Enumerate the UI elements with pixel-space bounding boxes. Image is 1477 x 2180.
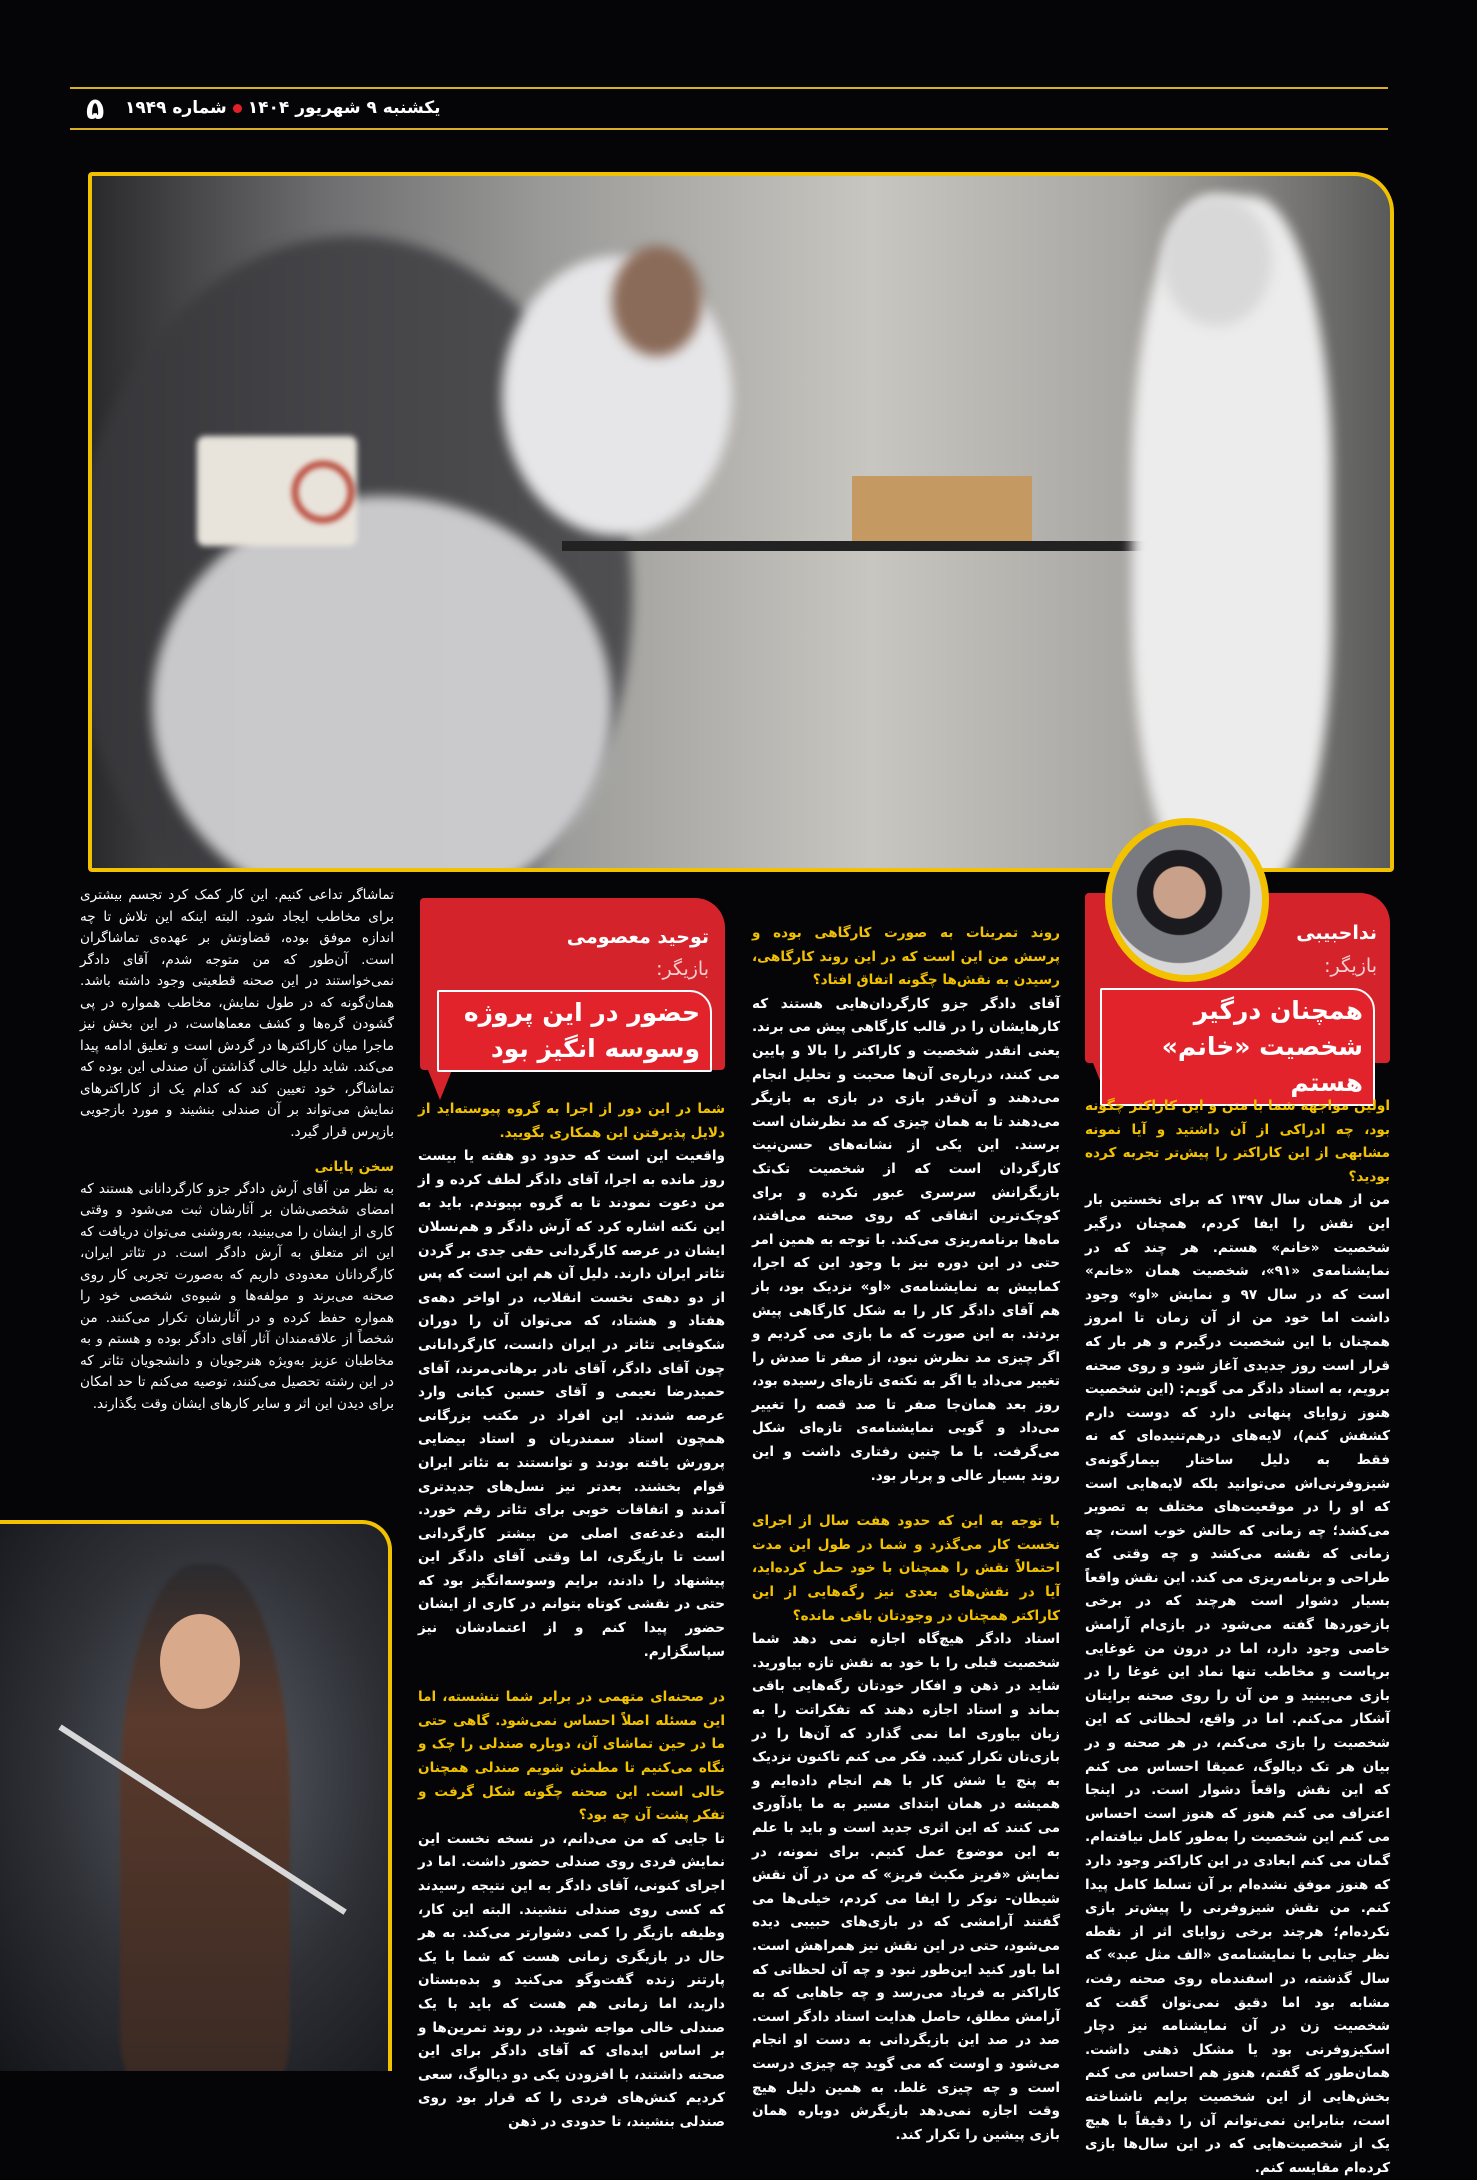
top-rule [70, 87, 1388, 89]
question: اولین مواجهه شما با متن و این کاراکتر چگونه بود، چه ادراکی از آن داشتید و آیا نمونه مشابهی از این کاراکتر را پیش‌تر تجربه کرده بودید؟ [1085, 1098, 1390, 1185]
question: با توجه به این که حدود هفت سال از اجرای نخست کار می‌گذرد و شما در طول این مدت احتمالاً نقش را همچنان با خود حمل کرده‌اید، آیا در نقش‌های بعدی نیز رگه‌هایی از این کاراکتر همچنان در وجودتان باقی مانده؟ [752, 1513, 1060, 1624]
interviewee-role: بازیگر: [656, 958, 709, 980]
interview-1-headline: همچنان درگیر شخصیت «خانم» هستم [1100, 988, 1375, 1106]
cardboard-box [852, 476, 1032, 541]
question: در صحنه‌ای متهمی در برابر شما ننشسته، اما این مسئله اصلاً احساس نمی‌شود. گاهی حتی ما در حین تماشای آن، دوباره صندلی را چک و نگاه می‌کنیم تا مطمئن شویم صندلی همچنان خالی است. این صحنه چگونه شکل گرفت و تفکر پشت آن چه بود؟ [418, 1689, 725, 1824]
radio-prop [197, 436, 357, 546]
answer: استاد دادگر هیچ‌گاه اجازه نمی دهد شما شخصیت قبلی را با خود به نقش تازه بیاورید. شاید در ذهن و افکار خودتان رگه‌هایی باقی بماند و استاد اجازه دهند که تفکراتت را به زبان بیاوری اما نمی گذارد که آن‌ها را در بازی‌تان تکرار کنید. فکر می کنم تاکنون نزدیک به پنج یا شش کار با هم انجام داده‌ایم و همیشه در همان ابتدای مسیر به ما یادآوری می کنند که این اثری جدید است و باید با علم به این موضوع عمل کنیم. برای نمونه، در نمایش «فریز مکبث فریز» که من در آن نقش شیطان- نوکر را ایفا می کردم، خیلی‌ها می گفتند آرامشی که در بازی‌های حبیبی دیده می‌شود، حتی در این نقش نیز همراهش است. اما باور کنید این‌طور نبود و چه آن لحظاتی که کاراکتر به فریاد می‌رسد و چه جاهایی که به آرامش مطلق، حاصل هدایت استاد دادگر است. صد در صد این بازیگردانی به دست او انجام می‌شود و اوست که می گوید چه چیزی درست است و چه چیزی غلط. به همین دلیل هیچ وقت اجازه نمی‌دهد بازیگرش دوباره همان بازی پیشین را تکرار کند. [752, 1631, 1060, 2143]
interviewee-role: بازیگر: [1324, 955, 1377, 977]
separator-dot [233, 104, 242, 113]
date-label: یکشنبه ۹ شهریور ۱۴۰۴ [247, 98, 441, 118]
answer: من از همان سال ۱۳۹۷ که برای نخستین بار این نقش را ایفا کردم، همچنان درگیر شخصیت «خانم» هستم. هر چند که در نمایشنامه‌ی «۹۱»، شخصیت همان «خانم» است که در سال ۹۷ و نمایش «او» وجود داشت اما خود من از آن زمان تا امروز همچنان با این شخصیت درگیرم و هر بار که قرار است روز جدیدی آغاز شود و روی صحنه برویم، به استاد دادگر می گویم: (این شخصیت هنوز زوایای پنهانی دارد که دوست دارم کشفش کنم)، لایه‌های درهم‌تنیده‌ای که نه فقط به دلیل ساختار بیمارگونه‌ی شیزوفرنی‌اش می‌توانید بلکه لایه‌هایی است که او را در موقعیت‌های مختلف به تصویر می‌کشد؛ چه زمانی که حالش خوب است، چه زمانی که نقشه می‌کشد و چه وقتی که طراحی و برنامه‌ریزی می کند. این نقش واقعاً بسیار دشوار است هرچند که در برخی بازخوردها گفته می‌شود در بازی‌ام آرامش خاصی وجود دارد، اما در درون من غوغایی برپاست و مخاطب تنها نماد این غوغا را در بازی می‌بینید و من آن را روی صحنه برایتان آشکار می‌کنم. اما در واقع، لحظاتی که این شخصیت را بازی می‌کنم، در هر صحنه و در بیان هر تک دیالوگ، عمیقا احساس می کنم که این نقش واقعاً دشوار است. در اینجا اعتراف می کنم هنوز که هنوز است احساس می کنم این شخصیت را به‌طور کامل نیافته‌ام. گمان می کنم ابعادی در این کاراکتر وجود دارد که هنوز موفق نشده‌ام بر آن تسلط کامل پیدا کنم. من نقش شیزوفرنی را پیش‌تر بازی نکرده‌ام؛ هرچند برخی زوایای اثر از نقطه نظر جنایی با نمایشنامه‌ی «الف مثل عبد» که سال گذشته، در اسفندماه روی صحنه رفت، مشابه بود اما دقیق نمی‌توان گفت که شخصیت زن در آن نمایشنامه نیز دچار اسکیزوفرنی بود یا مشکل ذهنی داشت. همان‌طور که گفتم، هنوز هم احساس می کنم بخش‌هایی از این شخصیت برایم ناشناخته است، بنابراین نمی‌توانم آن را دقیقاً با هیچ یک از شخصیت‌هایی که در این سال‌ها بازی کرده‌ام مقایسه کنم. [1085, 1192, 1391, 2176]
question: شما در این دور از اجرا به گروه پیوسته‌اید از دلایل پذیرفتن این همکاری بگویید. [418, 1101, 725, 1141]
actress-face [160, 1614, 240, 1709]
answer: به نظر من آقای آرش دادگر جزو کارگردانانی هستند که امضای شخصی‌شان بر آثارشان ثبت می‌شود و وقتی کاری از ایشان را می‌بینید، به‌روشنی می‌توان دریافت که این اثر متعلق به آرش دادگر است. در تئاتر ایران، کارگردانان معدودی داریم که به‌صورت تجربی کار روی صحنه می‌برند و مولفه‌ها و شیوه‌ی شخصی خود را همواره حفظ کرده و در آثارشان تکرار می‌کنند. من شخصاً از علاقه‌مندان آثار آقای دادگر بوده و هستم و به مخاطبان عزیز به‌ویژه هنرجویان و دانشجویان تئاتر که در این رشته تحصیل می‌کنند، توصیه می‌کنم تا حد امکان برای دیدن این اثر و سایر کارهای ایشان وقت بگذارند. [80, 1180, 394, 1412]
column-2 [752, 922, 1060, 2147]
column-4 [80, 885, 394, 1415]
actor-head [612, 246, 702, 356]
column-1 [1085, 1095, 1390, 2180]
interviewee-name: نداحبیبی [1296, 922, 1377, 944]
interviewee-name: توحید معصومی [566, 926, 709, 948]
answer: واقعیت این است که حدود دو هفته یا بیست روز مانده به اجرا، آقای دادگر لطف کرده و از من دعوت نمودند تا به گروه بپیوندم. باید به این نکته اشاره کرد که آرش دادگر و هم‌نسلان ایشان در عرصه کارگردانی حقی جدی بر گردن تئاتر ایران دارند. دلیل آن هم این است که پس از دو دهه‌ی نخست انقلاب، در اواخر دهه‌ی هفتاد و هشتاد، که می‌توان آن را دوران شکوفایی تئاتر در ایران دانست، کارگردانانی چون آقای دادگر، آقای نادر برهانی‌مرند، آقای حمیدرضا نعیمی و آقای حسین کیانی وارد عرصه شدند. این افراد در مکتب بزرگانی همچون استاد سمندریان و استاد بیضایی پرورش یافته بودند و توانستند به تئاتر ایران قوام بخشند. بعدتر نیز نسل‌های جدیدتری آمدند و اتفاقات خوبی برای تئاتر رقم خورد. البته دغدغه‌ی اصلی من بیشتر کارگردانی است تا بازیگری، اما وقتی آقای دادگر این پیشنهاد را دادند، برایم وسوسه‌انگیز بود که حتی در نقشی کوتاه بتوانم در کاری از ایشان حضور پیدا کنم و از اعتمادشان نیز سپاسگزارم. [418, 1148, 725, 1660]
interview-2-headline: حضور در این پروژه وسوسه انگیز بود [437, 990, 712, 1072]
actress-headscarf [1162, 196, 1272, 326]
page-number: ۵ [86, 92, 105, 127]
answer: تماشاگر تداعی کنیم. این کار کمک کرد تجسم بیشتری برای مخاطب ایجاد شود. البته اینکه این تلاش تا چه اندازه موفق بوده، قضاوتش بر عهده‌ی تماشاگران است. آن‌طور که من متوجه شدم، آقای دادگر نمی‌خواستند در این صحنه قطعیتی وجود داشته باشد. همان‌گونه که در طول نمایش، مخاطب همواره در پی گشودن گره‌ها و کشف معماهاست، در این بخش نیز ماجرا میان کاراکترها در گردش است و تعلیق ادامه پیدا می‌کند. شاید دلیل خالی گذاشتن آن صندلی این بوده که تماشاگر، خود تعیین کند که کدام یک از کاراکترهای نمایش می‌تواند بر آن صندلی بنشیند و مورد بازجویی بازپرس قرار گیرد. [80, 887, 394, 1140]
answer: آقای دادگر جزو کارگردان‌هایی هستند که کارهایشان را در قالب کارگاهی پیش می برند. یعنی انقدر شخصیت و کاراکتر را بالا و پایین می کنند، درباره‌ی آن‌ها صحبت و تحلیل انجام می‌دهند و آن‌قدر بازی در بازی به بازیگر می‌دهند تا به همان چیزی که مد نظرشان است برسند. این یکی از نشانه‌های حسن‌نیت کارگردان است که از شخصیت تک‌تک بازیگرانش سرسری عبور نکرده و برای کوچک‌ترین اتفاقی که روی صحنه می‌افتد، ماه‌ها برنامه‌ریزی می‌کند. با توجه به همین امر حتی در این دوره نیز با وجود این که اجرا، کمابیش به نمایشنامه‌ی «او» نزدیک بود، باز هم آقای دادگر کار را به شکل کارگاهی پیش بردند. به این صورت که ما بازی می کردیم و اگر چیزی مد نظرش نبود، از صفر تا صدش را تغییر می‌داد یا اگر به نکته‌ی تازه‌ای رسیده بود، روز بعد همان‌جا صفر تا صد قصه را تغییر می‌داد و گویی نمایشنامه‌ی تازه‌ای شکل می‌گرفت. با ما چنین رفتاری داشت و این روند بسیار عالی و پربار بود. [752, 995, 1060, 1484]
actress-photo [0, 1520, 392, 2071]
issue-number: شماره ۱۹۴۹ [125, 98, 227, 118]
main-stage-photo [88, 172, 1394, 872]
section-heading: سخن پایانی [314, 1159, 394, 1175]
header-rule [70, 128, 1388, 130]
neda-habibi-avatar [1105, 818, 1269, 982]
answer: تا جایی که من می‌دانم، در نسخه نخست این نمایش فردی روی صندلی حضور داشت. اما در اجرای کنونی، آقای دادگر به این نتیجه رسیدند که کسی روی صندلی ننشیند. البته این کار، وظیفه بازیگر را کمی دشوارتر می‌کند. به هر حال در بازیگری زمانی هست که شما با یک پارتنر زنده گفت‌وگو می‌کنید و بده‌بستان دارید، اما زمانی هم هست که باید با یک صندلی خالی مواجه شوید. در روند تمرین‌ها و بر اساس ایده‌ای که آقای دادگر برای این صحنه داشتند، با افزودن یکی دو دیالوگ، سعی کردیم کنش‌های فردی را که قرار بود روی صندلی بنشیند، تا حدودی در ذهن [418, 1830, 725, 2130]
issue-header [125, 98, 441, 118]
question: روند تمرینات به صورت کارگاهی بوده و پرسش من این است که در این روند کارگاهی، رسیدن به نقش‌ها چگونه اتفاق افتاد؟ [752, 925, 1060, 989]
column-3 [418, 1098, 725, 2135]
